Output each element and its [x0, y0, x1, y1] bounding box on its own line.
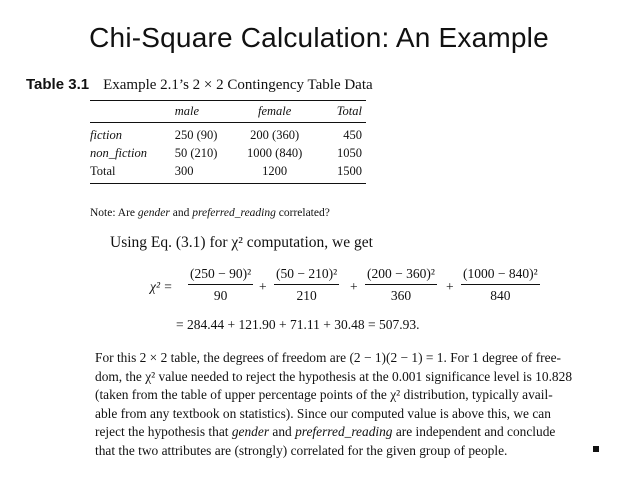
- contingency-table: [90, 100, 366, 184]
- header-total: Total: [313, 101, 366, 123]
- cell-female: 1000 (840): [247, 146, 303, 160]
- note-text: correlated?: [275, 207, 330, 219]
- cell-male: 50 (210): [174, 146, 218, 160]
- paragraph-line: dom, the χ² value needed to reject the hypothesis at the 0.001 significance level is 10.828: [95, 368, 573, 384]
- formula-numerator: (200 − 360)²: [365, 266, 437, 285]
- formula-denominator: 90: [213, 288, 228, 303]
- paragraph-text: reject the hypothesis that: [95, 424, 232, 439]
- end-of-proof-square: [593, 446, 599, 452]
- paragraph-line: that the two attributes are (strongly) correlated for the given group of people.: [95, 442, 508, 458]
- cell-total: 450: [343, 128, 362, 142]
- cell-male: 250 (90): [174, 128, 218, 142]
- table-caption-text: Example 2.1’s 2 × 2 Contingency Table Data: [103, 77, 373, 93]
- cell-male: 300: [174, 164, 194, 178]
- paragraph-line: (taken from the table of upper percentage points of the χ² distribution, typically avail-: [95, 387, 553, 402]
- paragraph-text: and: [269, 424, 296, 439]
- paragraph-line: For this 2 × 2 table, the degrees of freedom are (2 − 1)(2 − 1) = 1. For 1 degree of free-: [95, 350, 561, 365]
- note-text: Note: Are: [90, 207, 138, 219]
- formula-denominator: 360: [390, 288, 412, 303]
- explanation-paragraph: [95, 349, 603, 460]
- intro-text: Using Eq. (3.1) for χ² computation, we get: [110, 234, 373, 251]
- cell-female: 1200: [262, 164, 288, 178]
- note-text: and: [169, 207, 193, 219]
- formula-plus: +: [259, 279, 267, 294]
- note-term: preferred_reading: [192, 207, 276, 219]
- formula-term: [461, 266, 540, 304]
- formula-plus: +: [350, 279, 358, 294]
- formula-term: [365, 266, 437, 304]
- chi-square-formula: [150, 266, 570, 310]
- table-row: [90, 162, 366, 184]
- paragraph-line: [95, 423, 603, 442]
- cell-total: 1500: [337, 164, 362, 178]
- table-header-row: [90, 101, 366, 123]
- table-note: [90, 207, 330, 219]
- row-label: Total: [90, 164, 116, 178]
- paragraph-text: are independent and conclude: [392, 424, 556, 439]
- slide-title: Chi-Square Calculation: An Example: [89, 22, 549, 53]
- paragraph-term: preferred_reading: [295, 424, 393, 439]
- row-label: fiction: [90, 128, 122, 142]
- formula-numerator: (1000 − 840)²: [461, 266, 540, 285]
- formula-lhs: χ² =: [150, 279, 173, 294]
- formula-plus: +: [446, 279, 454, 294]
- table-row: [90, 144, 366, 162]
- table-label: Table 3.1: [26, 76, 90, 93]
- row-label: non_fiction: [90, 146, 147, 160]
- formula-result: = 284.44 + 121.90 + 71.11 + 30.48 = 507.93.: [176, 317, 420, 332]
- formula-term: [274, 266, 339, 304]
- table-caption: [26, 76, 373, 94]
- paragraph-term: gender: [231, 424, 270, 439]
- formula-numerator: (250 − 90)²: [188, 266, 253, 285]
- header-male: male: [175, 101, 240, 123]
- note-term: gender: [137, 207, 170, 219]
- header-female: female: [240, 101, 313, 123]
- paragraph-line: able from any textbook on statistics). Since our computed value is above this, we can: [95, 405, 551, 421]
- formula-denominator: 840: [490, 288, 511, 303]
- header-blank: [90, 101, 175, 123]
- table-row: [90, 123, 366, 145]
- cell-total: 1050: [337, 146, 362, 160]
- formula-denominator: 210: [296, 288, 317, 303]
- cell-female: 200 (360): [250, 128, 300, 142]
- formula-numerator: (50 − 210)²: [274, 266, 339, 285]
- formula-term: [188, 266, 253, 304]
